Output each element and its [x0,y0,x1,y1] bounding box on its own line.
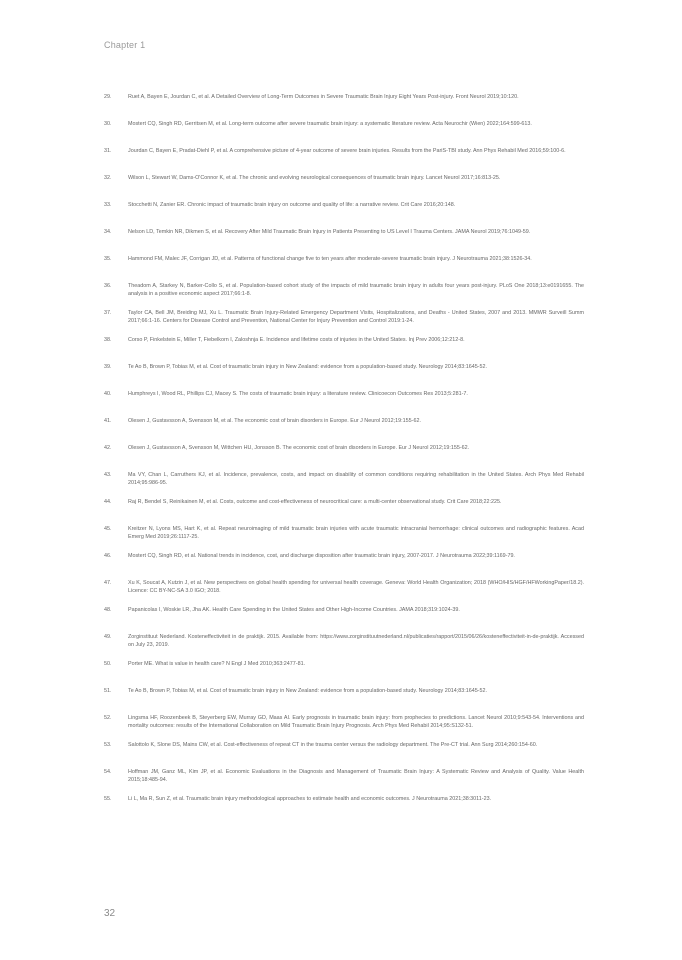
reference-item [104,445,584,472]
reference-item [104,310,584,337]
reference-number: 36. [104,283,112,289]
reference-text: Corso P, Finkelstein E, Miller T, Fiebelkorn I, Zaloshnja E. Incidence and lifetime costs of injuries in the United States. Inj Prev 2006;12:212-8. [128,337,465,343]
reference-text: Humphreys I, Wood RL, Phillips CJ, Macey S. The costs of traumatic brain injury: a literature review. Clinicoecon Outcomes Res 2013;5:281-7. [128,391,468,397]
reference-text: Li L, Ma R, Sun Z, et al. Traumatic brain injury methodological approaches to estimate health and economic outcomes. J Neurotrauma 2021;38:3011-23. [128,796,492,802]
reference-item [104,688,584,715]
reference-number: 54. [104,769,112,775]
reference-item [104,580,584,607]
reference-item [104,121,584,148]
reference-number: 35. [104,256,112,262]
reference-number: 32. [104,175,112,181]
reference-item [104,796,584,823]
reference-text: Ruet A, Bayen E, Jourdan C, et al. A Detailed Overview of Long-Term Outcomes in Severe Traumatic Brain Injury Eight Years Post-injury. Front Neurol 2019;10:120. [128,94,519,100]
reference-item [104,472,584,499]
reference-number: 46. [104,553,112,559]
reference-item [104,391,584,418]
reference-number: 34. [104,229,112,235]
reference-text: Hammond FM, Malec JF, Corrigan JD, et al. Patterns of functional change five to ten years after moderate-severe traumatic brain injury. J Neurotrauma 2021;38:1526-34. [128,256,532,262]
reference-number: 51. [104,688,112,694]
reference-number: 44. [104,499,112,505]
reference-number: 38. [104,337,112,343]
reference-list [104,94,584,823]
reference-number: 49. [104,634,112,640]
reference-text: Raj R, Bendel S, Reinikainen M, et al. Costs, outcome and cost-effectiveness of neurocritical care: a multi-center observational study. Crit Care 2018;22:225. [128,499,502,505]
reference-item [104,418,584,445]
reference-item [104,661,584,688]
reference-text: Wilson L, Stewart W, Dams-O'Connor K, et al. The chronic and evolving neurological consequences of traumatic brain injury. Lancet Neurol 2017;16:813-25. [128,175,501,181]
reference-text: Mostert CQ, Singh RD, Gerritsen M, et al. Long-term outcome after severe traumatic brain injury: a systematic literature review. Acta Neurochir (Wien) 2022;164:599-613. [128,121,532,127]
reference-item [104,337,584,364]
page-number: 32 [104,908,116,919]
reference-number: 33. [104,202,112,208]
reference-text: Stocchetti N, Zanier ER. Chronic impact of traumatic brain injury on outcome and quality of life: a narrative review. Crit Care 2016;20:148. [128,202,456,208]
reference-text: Zorginstituut Nederland. Kosteneffectiviteit in de praktijk. 2015. Available from: https://www.zorginstituutnederland.nl/publicaties/rapport/2015/06/26/kosteneffectiviteit-in-de-praktijk. Accessed on July 23, 2019. [128,634,584,648]
reference-number: 40. [104,391,112,397]
reference-item [104,769,584,796]
reference-text: Taylor CA, Bell JM, Breiding MJ, Xu L. Traumatic Brain Injury-Related Emergency Department Visits, Hospitalizations, and Deaths - United States, 2007 and 2013. MMWR Surveill Summ 2017;66:1-16. Centers for Disease Control and Prevention, National Center for Injury Prevention and Control 2019:1-24. [128,310,584,324]
reference-item [104,229,584,256]
reference-number: 45. [104,526,112,532]
reference-number: 48. [104,607,112,613]
reference-text: Te Ao B, Brown P, Tobias M, et al. Cost of traumatic brain injury in New Zealand: evidence from a population-based study. Neurology 2014;83:1645-52. [128,688,487,694]
reference-item [104,364,584,391]
reference-item [104,202,584,229]
reference-text: Xu K, Soucat A, Kutzin J, et al. New perspectives on global health spending for universal health coverage. Geneva: World Health Organization; 2018 (WHO/HIS/HGF/HFWorkingPaper/18.2). Licence: CC BY-NC-SA 3.0 IGO; 2018. [128,580,584,594]
reference-item [104,742,584,769]
reference-item [104,553,584,580]
reference-item [104,175,584,202]
reference-item [104,715,584,742]
reference-item [104,283,584,310]
reference-item [104,499,584,526]
reference-item [104,526,584,553]
reference-text: Nelson LD, Temkin NR, Dikmen S, et al. Recovery After Mild Traumatic Brain Injury in Patients Presenting to US Level I Trauma Centers. JAMA Neurol 2019;76:1049-59. [128,229,531,235]
reference-text: Jourdan C, Bayen E, Pradat-Diehl P, et al. A comprehensive picture of 4-year outcome of severe brain injuries. Results from the PariS-TBI study. Ann Phys Rehabil Med 2016;59:100-6. [128,148,566,154]
reference-item [104,94,584,121]
reference-item [104,634,584,661]
reference-text: Salottolo K, Slone DS, Mains CW, et al. Cost-effectiveness of repeat CT in the trauma center versus the radiology department. The Pre-CT trial. Ann Surg 2014;260:154-60. [128,742,538,748]
reference-item [104,148,584,175]
reference-number: 52. [104,715,112,721]
reference-text: Papanicolas I, Woskie LR, Jha AK. Health Care Spending in the United States and Other High-Income Countries. JAMA 2018;319:1024-39. [128,607,460,613]
reference-text: Ma VY, Chan L, Carruthers KJ, et al. Incidence, prevalence, costs, and impact on disability of common conditions requiring rehabilitation in the United States. Arch Phys Med Rehabil 2014;95:986-95. [128,472,584,486]
reference-number: 37. [104,310,112,316]
reference-number: 43. [104,472,112,478]
reference-text: Mostert CQ, Singh RD, et al. National trends in incidence, cost, and discharge disposition after traumatic brain injury, 2007-2017. J Neurotrauma 2022;39:1169-79. [128,553,515,559]
reference-number: 50. [104,661,112,667]
reference-item [104,256,584,283]
reference-number: 47. [104,580,112,586]
reference-number: 30. [104,121,112,127]
reference-number: 53. [104,742,112,748]
reference-text: Lingsma HF, Roozenbeek B, Steyerberg EW, Murray GD, Maas AI. Early prognosis in traumatic brain injury: from prophecies to predictions. Lancet Neurol 2010;9:543-54. Interventions and mortality outcomes: results of the International Collaboration on Mild Traumatic Brain Injury Prognosis. Arch Phys Med Rehabil 2014;95:S132-51. [128,715,584,729]
chapter-header: Chapter 1 [104,40,146,50]
reference-number: 39. [104,364,112,370]
reference-number: 29. [104,94,112,100]
reference-text: Porter ME. What is value in health care? N Engl J Med 2010;363:2477-81. [128,661,306,667]
reference-item [104,607,584,634]
reference-text: Olesen J, Gustavsson A, Svensson M, Wittchen HU, Jonsson B. The economic cost of brain disorders in Europe. Eur J Neurol 2012;19:155-62. [128,445,470,451]
reference-text: Te Ao B, Brown P, Tobias M, et al. Cost of traumatic brain injury in New Zealand: evidence from a population-based study. Neurology 2014;83:1645-52. [128,364,487,370]
reference-text: Hoffman JM, Ganz ML, Kim JP, et al. Economic Evaluations in the Diagnosis and Management of Traumatic Brain Injury: A Systematic Review and Analysis of Quality. Value Health 2015;18:485-94. [128,769,584,783]
reference-number: 31. [104,148,112,154]
reference-number: 42. [104,445,112,451]
reference-number: 55. [104,796,112,802]
reference-number: 41. [104,418,112,424]
reference-text: Olesen J, Gustavsson A, Svensson M, et al. The economic cost of brain disorders in Europe. Eur J Neurol 2012;19:155-62. [128,418,421,424]
reference-text: Theadom A, Starkey N, Barker-Collo S, et al. Population-based cohort study of the impacts of mild traumatic brain injury in adults four years post-injury. PLoS One 2018;13:e0191655. The analysis in a positive economic aspect 2017;66:1-8. [128,283,584,297]
reference-text: Kreitzer N, Lyons MS, Hart K, et al. Repeat neuroimaging of mild traumatic brain injuries with acute traumatic intracranial hemorrhage: clinical outcomes and radiographic features. Acad Emerg Med 2019;26:1117-25. [128,526,584,540]
